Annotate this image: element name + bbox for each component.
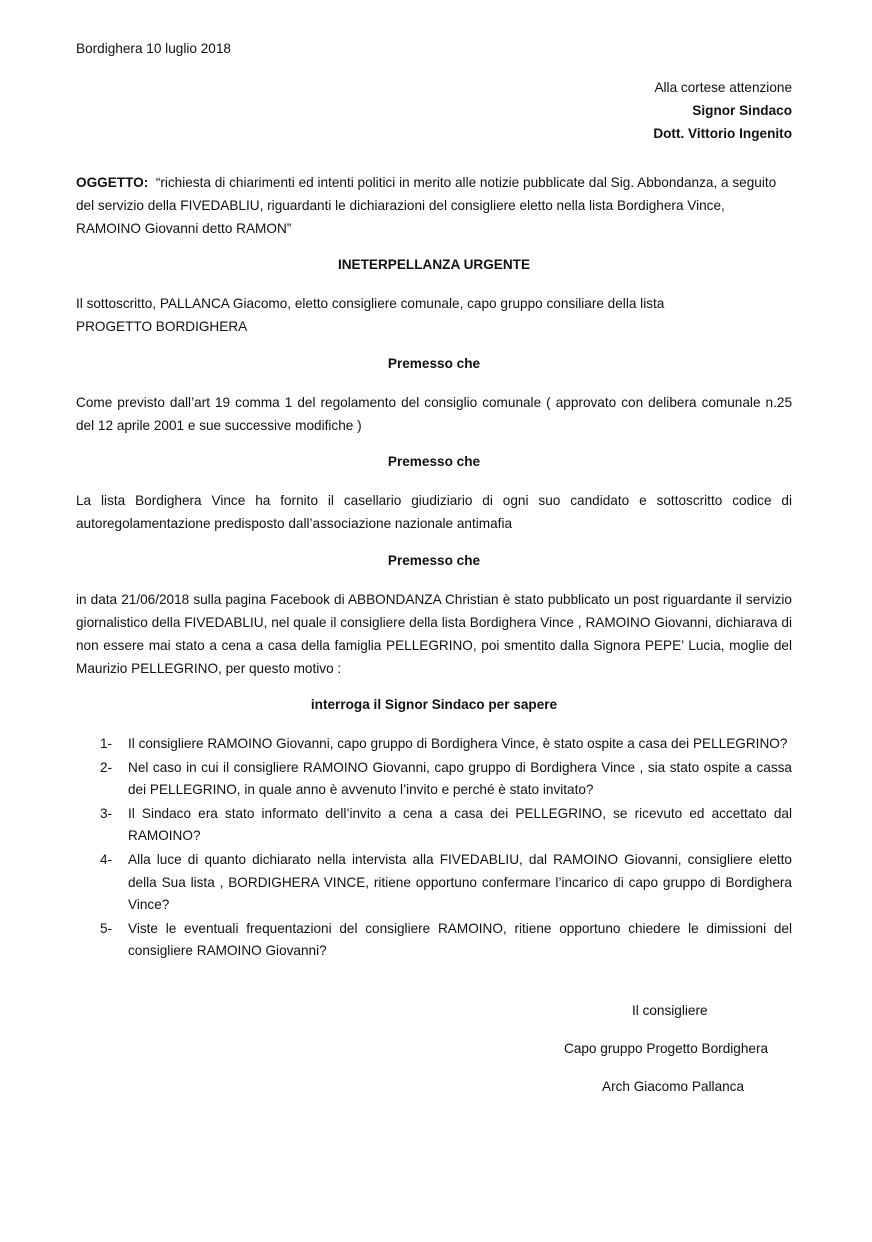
subject-label: OGGETTO: [76, 175, 149, 190]
premise-text-1: Come previsto dall’art 19 comma 1 del regolamento del consiglio comunale ( approvato con delibera comunale n.25 del 12 aprile 2001 e sue successive modifiche ) [76, 395, 792, 433]
question-text: Viste le eventuali frequentazioni del consigliere RAMOINO, ritiene opportuno chiedere le dimissioni del consigliere RAMOINO Giovanni? [128, 920, 792, 959]
question-number: 3- [100, 805, 113, 821]
premise-heading-3: Premesso che [387, 553, 481, 568]
subject-block [76, 171, 792, 240]
question-number: 5- [100, 920, 113, 936]
question-item [100, 757, 792, 802]
intro-paragraph: Il sottoscritto, PALLANCA Giacomo, eletto consigliere comunale, capo gruppo consiliare della lista PROGETTO BORDIGHERA [76, 296, 665, 334]
premise-text-2: La lista Bordighera Vince ha fornito il casellario giudiziario di ogni suo candidato e sottoscritto codice di autoregolamentazione predisposto dall’associazione nazionale antimafia [76, 493, 792, 531]
recipient-line-2: Signor Sindaco [692, 103, 792, 118]
question-text: Il Sindaco era stato informato dell’invito a cena a casa dei PELLEGRINO, se ricevuto ed accettato dal RAMOINO? [128, 805, 792, 844]
question-number: 1- [100, 736, 113, 751]
premise-heading-1: Premesso che [387, 356, 481, 371]
question-item [100, 918, 792, 963]
question-item [100, 803, 792, 848]
premise-heading-2: Premesso che [387, 454, 481, 469]
signature-line-2: Capo gruppo Progetto Bordighera [564, 1041, 769, 1056]
signature-line-3: Arch Giacomo Pallanca [602, 1079, 745, 1094]
signature-line-1: Il consigliere [632, 1003, 708, 1018]
question-text: Nel caso in cui il consigliere RAMOINO Giovanni, capo gruppo di Bordighera Vince , sia stato ospite a cassa dei PELLEGRINO, in quale anno è avvenuto l’invito e perché è stato invitato? [128, 759, 792, 798]
recipient-line-1: Alla cortese attenzione [654, 80, 792, 95]
question-item [100, 733, 792, 756]
document-title: INETERPELLANZA URGENTE [337, 257, 531, 272]
questions-list [100, 733, 792, 964]
question-text: Alla luce di quanto dichiarato nella intervista alla FIVEDABLIU, dal RAMOINO Giovanni, consigliere eletto della Sua lista , BORDIGHERA VINCE, ritiene opportuno confermare l’incarico di capo gruppo di Bordighera Vince? [128, 851, 792, 913]
subject-text: “richiesta di chiarimenti ed intenti politici in merito alle notizie pubblicate dal Sig. Abbondanza, a seguito del servizio della FIVEDABLIU, riguardanti le dichiarazioni del consigliere eletto nella lista Bordighera Vince, RAMOINO Giovanni detto RAMON” [76, 175, 777, 236]
question-text: Il consigliere RAMOINO Giovanni, capo gruppo di Bordighera Vince, è stato ospite a casa dei PELLEGRINO? [128, 736, 788, 751]
question-heading: interroga il Signor Sindaco per sapere [310, 697, 558, 712]
question-item [100, 849, 792, 917]
question-number: 4- [100, 851, 113, 867]
date-line: Bordighera 10 luglio 2018 [76, 41, 231, 56]
question-number: 2- [100, 759, 113, 775]
recipient-line-3: Dott. Vittorio Ingenito [653, 126, 792, 141]
premise-text-3: in data 21/06/2018 sulla pagina Facebook di ABBONDANZA Christian è stato pubblicato un post riguardante il servizio giornalistico della FIVEDABLIU, nel quale il consigliere della lista Bordighera Vince , RAMOINO Giovanni, dichiarava di non essere mai stato a cena a casa della famiglia PELLEGRINO, poi smentito dalla Signora PEPE’ Lucia, moglie del Maurizio PELLEGRINO, per questo motivo : [76, 592, 792, 676]
